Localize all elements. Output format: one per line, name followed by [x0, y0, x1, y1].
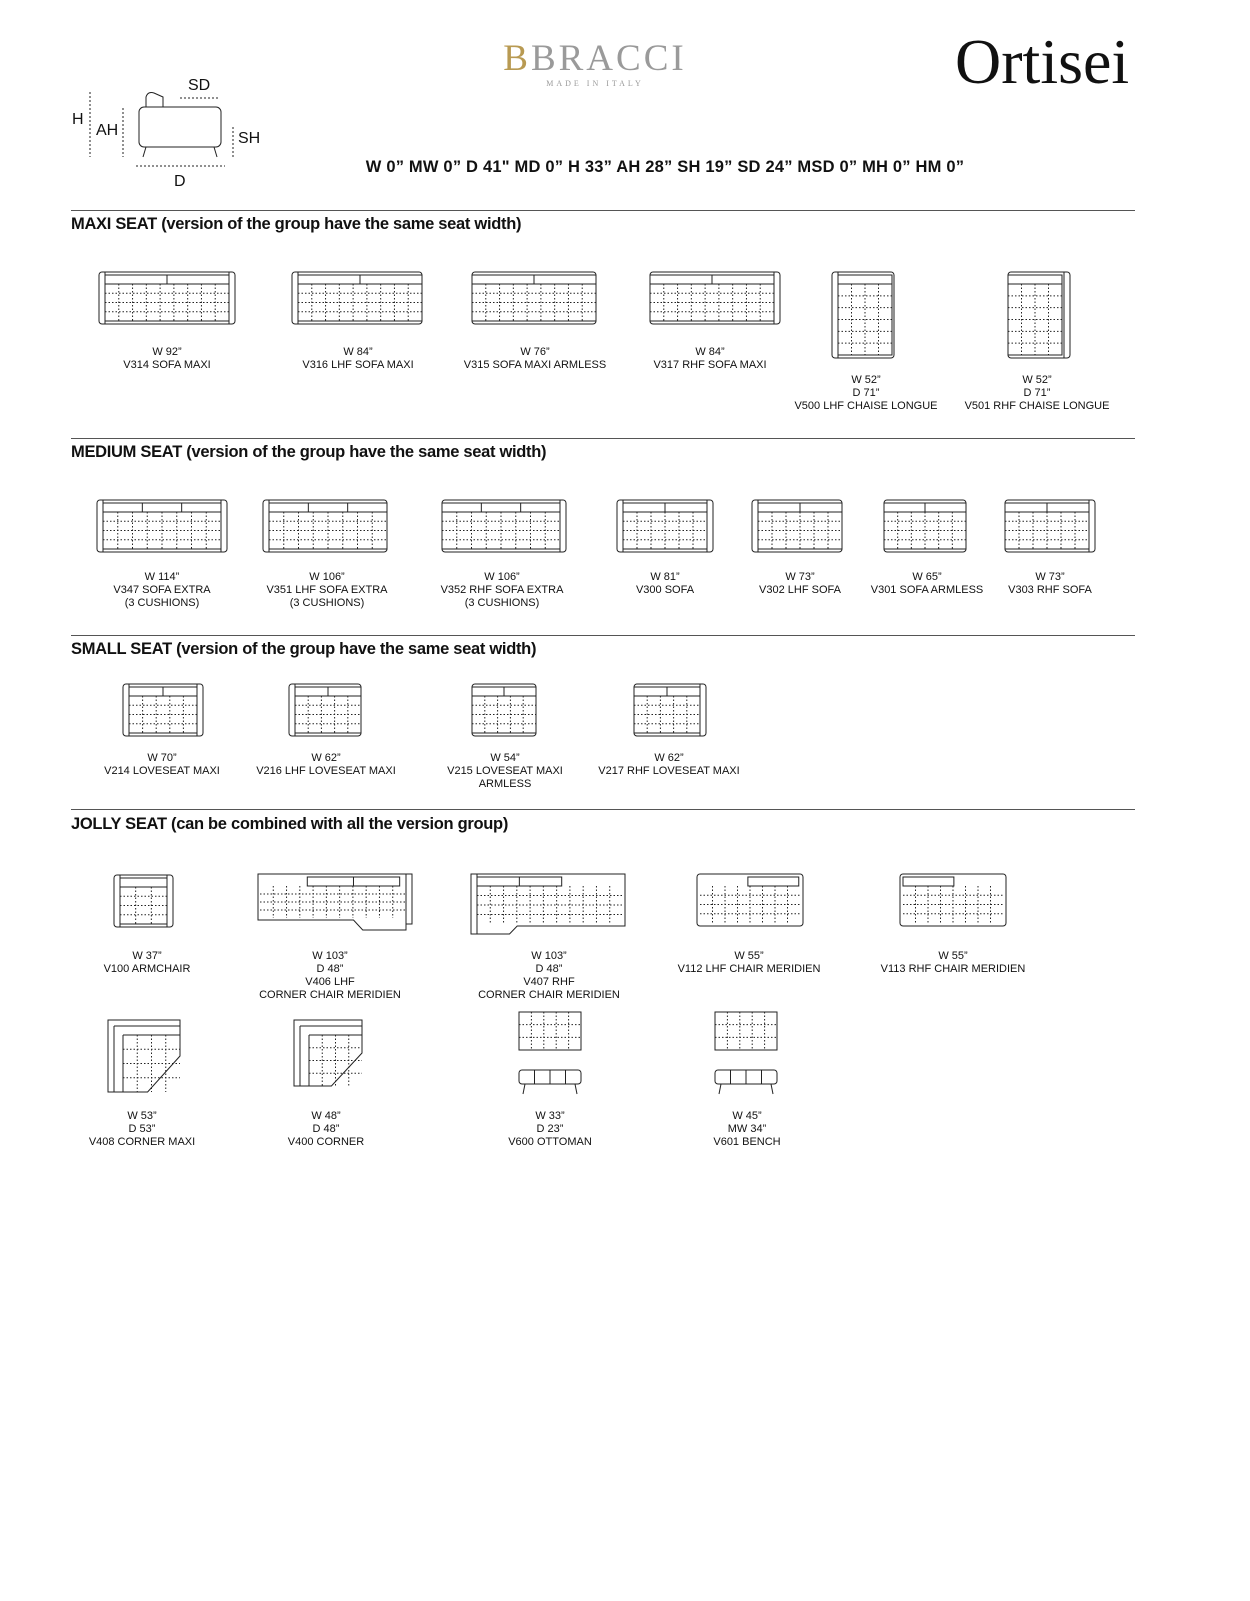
collection-title: Ortisei [955, 26, 1130, 97]
product-label [52, 950, 242, 976]
product-drawing [114, 875, 173, 927]
product-width: W 62” [311, 752, 341, 764]
product-label-line: V100 ARMCHAIR [103, 963, 191, 975]
section-title-medium: MEDIUM SEAT (version of the group have the same seat width) [71, 443, 547, 461]
product-label-line: V408 CORNER MAXI [88, 1136, 196, 1148]
brand-name: BRACCI [530, 38, 687, 79]
product-label [67, 752, 257, 778]
product-label-line: (3 CUSHIONS) [124, 597, 200, 609]
product-label-line: MW 34” [727, 1123, 767, 1135]
diagram-label-sh: SH [238, 130, 261, 147]
product-label-line: (3 CUSHIONS) [464, 597, 540, 609]
product-width: W 33” [535, 1110, 565, 1122]
product-label [574, 752, 764, 778]
product-label [440, 346, 630, 372]
product-width: W 52” [851, 374, 881, 386]
product-drawing [519, 1012, 581, 1100]
profile-diagram [70, 75, 270, 195]
product-width: W 103” [531, 950, 567, 962]
product-width: W 53” [127, 1110, 157, 1122]
product-label-line: V301 SOFA ARMLESS [870, 584, 984, 596]
product-width: W 81” [650, 571, 680, 583]
product-drawing [832, 272, 894, 358]
product-label [454, 950, 644, 1002]
product-drawing [634, 684, 706, 736]
section-title-maxi: MAXI SEAT (version of the group have the same seat width) [71, 215, 522, 233]
product-label-line: D 53” [128, 1123, 156, 1135]
product-label-line: V317 RHF SOFA MAXI [653, 359, 767, 371]
diagram-label-ah: AH [96, 122, 119, 139]
product-label-line: D 48” [312, 1123, 340, 1135]
product-width: W 37” [132, 950, 162, 962]
product-label [771, 374, 961, 413]
product-label-line: V351 LHF SOFA EXTRA [266, 584, 388, 596]
product-drawing [752, 500, 842, 552]
product-label-line: (3 CUSHIONS) [289, 597, 365, 609]
section-divider [71, 210, 1135, 211]
product-label [455, 1110, 645, 1149]
product-label-line: D 71” [852, 387, 880, 399]
section-divider [71, 438, 1135, 439]
product-width: W 70” [147, 752, 177, 764]
product-drawing [472, 684, 536, 736]
product-drawing [289, 684, 361, 736]
product-label-line: V113 RHF CHAIR MERIDIEN [880, 963, 1026, 975]
product-drawing [258, 874, 412, 930]
product-width: W 45” [732, 1110, 762, 1122]
product-drawing [884, 500, 966, 552]
product-label-line: V303 RHF SOFA [1008, 584, 1092, 596]
product-width: W 62” [654, 752, 684, 764]
product-label-line: V214 LOVESEAT MAXI [104, 765, 220, 777]
product-width: W 52” [1022, 374, 1052, 386]
product-label-line: V302 LHF SOFA [759, 584, 841, 596]
product-label-line: ARMLESS [478, 778, 532, 790]
product-label [652, 1110, 842, 1149]
product-label [615, 346, 805, 372]
section-title-jolly: JOLLY SEAT (can be combined with all the version group) [71, 815, 509, 833]
product-label-line: D 48” [535, 963, 563, 975]
product-width: W 73” [785, 571, 815, 583]
product-width: W 65” [912, 571, 942, 583]
product-label [231, 752, 421, 778]
product-label-line: V400 CORNER [287, 1136, 365, 1148]
product-width: W 55” [734, 950, 764, 962]
product-drawing [697, 874, 803, 926]
section-divider [71, 635, 1135, 636]
section-divider [71, 809, 1135, 810]
product-label [67, 571, 257, 610]
product-label-line: V407 RHF [523, 976, 575, 988]
product-drawing [442, 500, 566, 552]
product-label [231, 1110, 421, 1149]
product-width: W 114” [144, 571, 180, 583]
section-title-small: SMALL SEAT (version of the group have the same seat width) [71, 640, 537, 658]
product-label-line: D 48” [316, 963, 344, 975]
product-width: W 48” [311, 1110, 341, 1122]
diagram-label-sd: SD [188, 77, 211, 94]
product-drawing [99, 272, 235, 324]
product-label [232, 571, 422, 610]
product-drawing [263, 500, 387, 552]
product-label [955, 571, 1145, 597]
product-label [263, 346, 453, 372]
product-width: W 92” [152, 346, 182, 358]
product-drawing [1008, 272, 1070, 358]
product-label-line: V300 SOFA [635, 584, 695, 596]
product-label-line: V315 SOFA MAXI ARMLESS [463, 359, 607, 371]
product-width: W 84” [343, 346, 373, 358]
product-label-line: V215 LOVESEAT MAXI [447, 765, 563, 777]
product-width: W 106” [309, 571, 345, 583]
product-drawing [471, 874, 625, 934]
product-label [410, 752, 600, 791]
diagram-label-h: H [72, 111, 84, 128]
product-width: W 103” [312, 950, 348, 962]
product-width: W 54” [490, 752, 520, 764]
product-label-line: V314 SOFA MAXI [123, 359, 211, 371]
product-label-line: V217 RHF LOVESEAT MAXI [598, 765, 740, 777]
product-label-line: D 71” [1023, 387, 1051, 399]
product-drawing [900, 874, 1006, 926]
product-width: W 73” [1035, 571, 1065, 583]
product-label-line: CORNER CHAIR MERIDIEN [478, 989, 620, 1001]
product-drawing [97, 500, 227, 552]
product-label [47, 1110, 237, 1149]
product-label-line: V316 LHF SOFA MAXI [302, 359, 414, 371]
product-label-line: CORNER CHAIR MERIDIEN [259, 989, 401, 1001]
dimensions-summary: W 0” MW 0” D 41" MD 0” H 33” AH 28” SH 19” SD 24” MSD 0” MH 0” HM 0” [365, 158, 965, 176]
product-drawing [472, 272, 596, 324]
brand-initial: B [503, 38, 531, 79]
product-drawing [650, 272, 780, 324]
product-label-line: V216 LHF LOVESEAT MAXI [256, 765, 396, 777]
product-width: W 76” [520, 346, 550, 358]
product-label [407, 571, 597, 610]
brand-tagline: MADE IN ITALY [546, 79, 644, 88]
product-width: W 84” [695, 346, 725, 358]
product-label-line: V352 RHF SOFA EXTRA [440, 584, 564, 596]
product-label-line: V406 LHF [305, 976, 355, 988]
product-label-line: V500 LHF CHAISE LONGUE [794, 400, 938, 412]
product-drawing [108, 1020, 180, 1092]
product-label [235, 950, 425, 1002]
product-label-line: V501 RHF CHAISE LONGUE [964, 400, 1110, 412]
product-label [942, 374, 1132, 413]
product-drawing [1005, 500, 1095, 552]
product-label [72, 346, 262, 372]
product-drawing [292, 272, 422, 324]
product-drawing [715, 1012, 777, 1100]
product-label [858, 950, 1048, 976]
product-width: W 106” [484, 571, 520, 583]
brand-logo [490, 40, 700, 88]
product-label-line: V601 BENCH [713, 1136, 781, 1148]
product-label [654, 950, 844, 976]
product-drawing [294, 1020, 362, 1086]
product-drawing [123, 684, 203, 736]
product-width: W 55” [938, 950, 968, 962]
product-label-line: V112 LHF CHAIR MERIDIEN [677, 963, 821, 975]
product-drawing [617, 500, 713, 552]
product-label-line: D 23” [536, 1123, 564, 1135]
product-label-line: V600 OTTOMAN [508, 1136, 592, 1148]
product-label-line: V347 SOFA EXTRA [113, 584, 211, 596]
diagram-label-d: D [174, 173, 186, 190]
